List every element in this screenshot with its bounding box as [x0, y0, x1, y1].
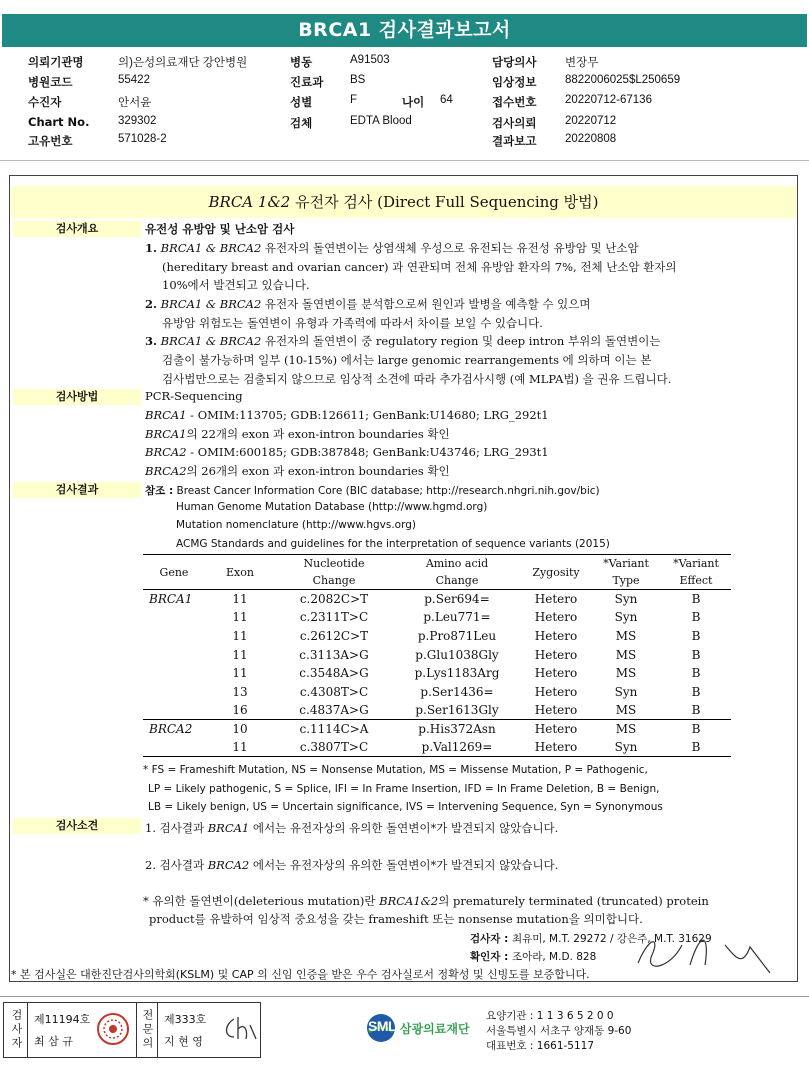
dept-value: BS [350, 74, 366, 86]
cell-nuc: c.3113A>G [299, 647, 369, 662]
method-label: 검사방법 [13, 389, 141, 405]
col-variant-effect: *Variant Effect [673, 557, 719, 587]
cell-aa: p.Ser694= [424, 592, 490, 607]
request-value: 20220712 [565, 115, 617, 127]
specialist-license-no: 제333호 [164, 1013, 207, 1026]
report-date-label: 결과보고 [492, 134, 537, 148]
ward-label: 병동 [290, 55, 313, 69]
cell-nuc: c.4308T>C [299, 684, 369, 699]
cell-exon: 11 [232, 592, 248, 607]
chart-label: Chart No. [28, 115, 90, 129]
method-brca2-scope: BRCA2의 26개의 exon 과 exon-intron boundaries 확인 [145, 464, 450, 478]
chart-value: 329302 [118, 115, 157, 127]
cell-aa: p.Lys1183Arg [414, 666, 500, 681]
cell-type: Syn [614, 740, 638, 755]
cell-effect: B [691, 610, 701, 625]
handwritten-signature [630, 925, 780, 980]
cell-aa: p.Val1269= [421, 740, 493, 755]
table-row [143, 720, 731, 739]
col-zygosity: Zygosity [532, 565, 580, 579]
cell-nuc: c.3807T>C [299, 740, 369, 755]
footer-divider [0, 996, 809, 997]
receipt-value: 20220712-67136 [565, 94, 652, 106]
table-row [143, 738, 731, 757]
cell-gene [143, 738, 205, 757]
cell-effect: B [691, 740, 701, 755]
method-brca2-ref: BRCA2 - OMIM:600185; GDB:387848; GenBank:U43746; LRG_293t1 [145, 445, 549, 459]
cell-zyg: Hetero [534, 592, 578, 607]
confirmer-signature-line: 확인자 : 조아라, M.D. 828 [470, 951, 597, 963]
opinion-note-line2: product를 유발하여 임상적 중요성을 갖는 frameshift 또는 nonsense mutation을 의미합니다. [149, 912, 643, 926]
cell-type: MS [615, 703, 637, 718]
cell-type: MS [615, 628, 637, 643]
cell-effect: B [691, 722, 701, 737]
overview-p3-line3: 검사법만으로는 검출되지 않으므로 임상적 소견에 따라 추가검사시행 (예 MLPA법) 을 권유 드립니다. [162, 372, 672, 386]
tester-name: 최 삼 규 [34, 1035, 73, 1048]
cell-gene [143, 645, 205, 664]
results-label: 검사결과 [13, 482, 141, 498]
cell-gene [143, 664, 205, 683]
cell-aa: p.Leu771= [423, 610, 491, 625]
cell-exon: 13 [232, 684, 248, 699]
col-nucleotide: Nucleotide Change [303, 557, 365, 587]
col-amino-acid: Amino acid Change [425, 557, 489, 587]
company-address: 서울특별시 서초구 양재동 9-60 [486, 1025, 632, 1037]
cell-aa: p.Ser1436= [420, 684, 494, 699]
overview-p1-line1: 1. BRCA1 & BRCA2 유전자의 돌연변이는 상염색체 우성으로 유전되는 유전성 유방암 및 난소암 [145, 241, 639, 255]
reference-3: Mutation nomenclature (http://www.hgvs.org) [176, 519, 416, 531]
legend-line1: * FS = Frameshift Mutation, NS = Nonsense Mutation, MS = Missense Mutation, P = Pathogenic, [143, 764, 648, 776]
clinical-value: 8822006025$L250659 [565, 74, 681, 86]
variant-table-header [143, 555, 731, 590]
overview-p1-line3: 10%에서 발견되고 있습니다. [162, 278, 310, 292]
overview-p1-line2: (hereditary breast and ovarian cancer) 과 연관되며 전체 유방암 환자의 7%, 전체 난소암 환자의 [162, 260, 677, 274]
cell-exon: 10 [232, 722, 248, 737]
cell-gene [143, 701, 205, 720]
reference-2: Human Genome Mutation Database (http://www.hgmd.org) [176, 501, 488, 513]
cell-gene [143, 608, 205, 627]
dept-label: 진료과 [290, 75, 324, 89]
signature-stamps [3, 1002, 261, 1058]
opinion-label: 검사소견 [13, 818, 141, 834]
age-value: 64 [440, 94, 453, 106]
cell-exon: 11 [232, 740, 248, 755]
tester-signature-line: 검사자 : 최유미, M.T. 29272 / 강은주, M.T. 31629 [470, 933, 712, 945]
cell-type: Syn [614, 684, 638, 699]
company-name: 삼광의료재단 [400, 1022, 470, 1036]
unique-value: 571028-2 [118, 133, 167, 145]
cell-zyg: Hetero [534, 722, 578, 737]
patient-value: 안서윤 [118, 97, 152, 109]
cell-type: MS [615, 722, 637, 737]
institution-label: 의뢰기관명 [28, 55, 84, 69]
cell-nuc: c.3548A>G [299, 666, 369, 681]
overview-label: 검사개요 [13, 221, 141, 237]
sex-label: 성별 [290, 95, 313, 109]
table-row [143, 590, 731, 609]
cell-zyg: Hetero [534, 684, 578, 699]
cell-gene [143, 682, 205, 701]
col-variant-type: *Variant Type [603, 557, 649, 587]
cell-type: Syn [614, 592, 638, 607]
opinion-2: 2. 검사결과 BRCA2 에서는 유전자상의 유의한 돌연변이*가 발견되지 않았습니다. [145, 858, 559, 872]
hospital-code-label: 병원코드 [28, 75, 73, 89]
legend-line2: LP = Likely pathogenic, S = Splice, IFI = In Frame Insertion, IFD = In Frame Deletion, B = Benign, [148, 783, 660, 795]
age-label: 나이 [402, 95, 425, 109]
opinion-note-line1: * 유의한 돌연변이(deleterious mutation)란 BRCA1&2의 prematurely terminated (truncated) protein [143, 894, 709, 908]
patient-label: 수진자 [28, 95, 62, 109]
sex-value: F [350, 94, 358, 106]
specialist-name: 지 현 영 [164, 1035, 203, 1048]
cell-effect: B [691, 684, 701, 699]
cell-gene: BRCA2 [149, 722, 193, 737]
cell-aa: p.Pro871Leu [417, 628, 497, 643]
cell-gene [143, 627, 205, 646]
cell-type: MS [615, 666, 637, 681]
cell-aa: p.His372Asn [418, 722, 496, 737]
reference-1: 참조 : Breast Cancer Information Core (BIC database; http://research.nhgri.nih.gov/bic) [145, 485, 600, 497]
cell-exon: 11 [232, 647, 248, 662]
method-name: PCR-Sequencing [145, 389, 243, 403]
specialist-vertical-label: 전문의 [136, 1003, 158, 1057]
test-title: BRCA 1&2 유전자 검사 (Direct Full Sequencing 방법) [11, 186, 796, 218]
cell-type: MS [615, 647, 637, 662]
cell-aa: p.Glu1038Gly [415, 647, 499, 662]
cell-aa: p.Ser1613Gly [415, 703, 499, 718]
cell-nuc: c.2612C>T [299, 628, 369, 643]
cell-exon: 16 [232, 703, 248, 718]
opinion-1: 1. 검사결과 BRCA1 에서는 유전자상의 유의한 돌연변이*가 발견되지 않았습니다. [145, 821, 559, 835]
overview-p2-line2: 유방암 위험도는 돌연변이 유형과 가족력에 따라서 차이를 보일 수 있습니다. [162, 316, 543, 330]
specialist-signature [222, 1015, 258, 1043]
cell-nuc: c.2311T>C [299, 610, 369, 625]
cell-type: Syn [614, 610, 638, 625]
cell-zyg: Hetero [534, 610, 578, 625]
table-row [143, 701, 731, 720]
report-date-value: 20220808 [565, 133, 617, 145]
unique-label: 고유번호 [28, 134, 73, 148]
cell-zyg: Hetero [534, 628, 578, 643]
table-row [143, 664, 731, 683]
col-gene: Gene [159, 565, 189, 579]
cell-zyg: Hetero [534, 740, 578, 755]
table-row [143, 645, 731, 664]
certification-note: * 본 검사실은 대한진단검사의학회(KSLM) 및 CAP 의 신임 인증을 받은 우수 검사실로서 정확성 및 신빙도를 보증합니다. [11, 968, 590, 981]
overview-heading: 유전성 유방암 및 난소암 검사 [145, 222, 295, 236]
cell-nuc: c.2082C>T [299, 592, 369, 607]
cell-exon: 11 [232, 628, 248, 643]
ward-value: A91503 [350, 54, 390, 66]
cell-effect: B [691, 592, 701, 607]
table-row [143, 627, 731, 646]
table-row [143, 682, 731, 701]
institution-value: 의)은성의료재단 강안병원 [118, 57, 248, 69]
cell-gene: BRCA1 [149, 592, 193, 607]
hospital-code-value: 55422 [118, 74, 150, 86]
receipt-label: 접수번호 [492, 95, 537, 109]
cell-exon: 11 [232, 610, 248, 625]
company-phone: 대표번호 : 1661-5117 [486, 1040, 595, 1052]
sml-logo-text: SML [368, 1018, 397, 1034]
variant-table [143, 554, 731, 757]
method-brca1-ref: BRCA1 - OMIM:113705; GDB:126611; GenBank:U14680; LRG_292t1 [145, 408, 549, 422]
report-title: BRCA1 검사결과보고서 [2, 14, 807, 47]
specimen-value: EDTA Blood [350, 115, 412, 127]
specimen-label: 검체 [290, 116, 313, 130]
institution-code: 요양기관 : 1 1 3 6 5 2 0 0 [486, 1010, 614, 1022]
col-exon: Exon [226, 565, 254, 579]
tester-license-no: 제11194호 [34, 1013, 91, 1026]
request-label: 검사의뢰 [492, 116, 537, 130]
reference-4: ACMG Standards and guidelines for the interpretation of sequence variants (2015) [176, 538, 610, 550]
header-divider [0, 160, 809, 161]
cell-zyg: Hetero [534, 703, 578, 718]
cell-exon: 11 [232, 666, 248, 681]
clinical-label: 임상정보 [492, 75, 537, 89]
doctor-value: 변장무 [565, 57, 599, 69]
doctor-label: 담당의사 [492, 55, 537, 69]
cell-nuc: c.1114C>A [299, 722, 369, 737]
tester-seal-icon [96, 1012, 130, 1046]
cell-nuc: c.4837A>G [299, 703, 369, 718]
cell-effect: B [691, 628, 701, 643]
tester-vertical-label: 검사자 [4, 1003, 28, 1057]
cell-zyg: Hetero [534, 647, 578, 662]
overview-p3-line1: 3. BRCA1 & BRCA2 유전자의 돌연변이 중 regulatory region 및 deep intron 부위의 돌연변이는 [145, 334, 661, 348]
cell-effect: B [691, 703, 701, 718]
legend-line3: LB = Likely benign, US = Uncertain significance, IVS = Intervening Sequence, Syn = Synonymous [148, 801, 663, 813]
table-row [143, 608, 731, 627]
cell-zyg: Hetero [534, 666, 578, 681]
cell-effect: B [691, 647, 701, 662]
overview-p2-line1: 2. BRCA1 & BRCA2 유전자 돌연변이를 분석함으로써 원인과 발병을 예측할 수 있으며 [145, 297, 591, 311]
method-brca1-scope: BRCA1의 22개의 exon 과 exon-intron boundaries 확인 [145, 427, 450, 441]
cell-effect: B [691, 666, 701, 681]
overview-p3-line2: 검출이 불가능하며 일부 (10-15%) 에서는 large genomic rearrangements 에 의하며 이는 본 [162, 353, 652, 367]
